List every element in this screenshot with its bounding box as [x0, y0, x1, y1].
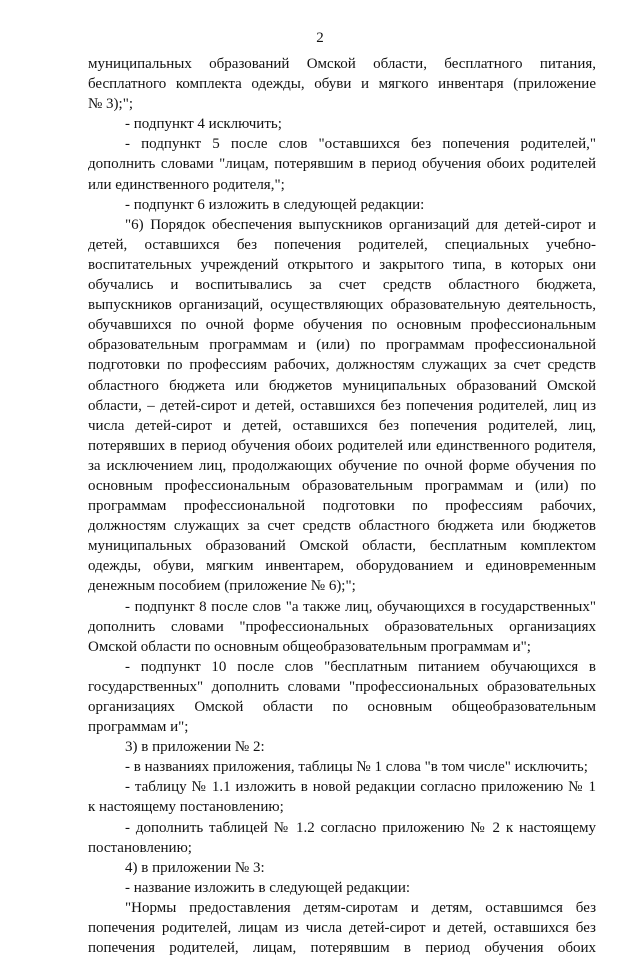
text-line: муниципальных образований Омской области, бесплатного питания, [88, 56, 596, 72]
text-line: области, – детей-сирот и детей, оставшихся без попечения родителей, лиц из [88, 397, 596, 414]
text-line: подготовки по профессиям рабочих, должностям служащих за счет средств [88, 357, 596, 374]
text-line: к настоящему постановлению; [88, 799, 284, 816]
text-line: 3) в приложении № 2: [125, 739, 265, 756]
text-line: или единственного родителя,"; [88, 176, 285, 193]
page-number: 2 [316, 30, 324, 46]
text-line: дополнить словами "профессиональных образовательных организациях [88, 618, 596, 635]
text-line: - название изложить в следующей редакции: [125, 879, 411, 896]
text-line: выпускников организаций, осуществляющих образовательную деятельность, [88, 297, 596, 314]
text-line: 4) в приложении № 3: [125, 859, 265, 876]
text-line: "6) Порядок обеспечения выпускников организаций для детей-сирот и [125, 216, 596, 233]
text-line: основным профессиональным образовательным программам и (или) по [88, 477, 596, 494]
text-line: воспитательных учреждений открытого и закрытого типа, в которых они [88, 256, 596, 273]
text-line: бесплатного комплекта одежды, обуви и мягкого инвентаря (приложение [88, 76, 596, 93]
text-line: детей, оставшихся без попечения родителей, специальных учебно- [88, 236, 596, 253]
text-line: обучались и воспитывались за счет средств областного бюджета, [88, 277, 596, 294]
text-line: числа детей-сирот и детей, оставшихся без попечения родителей, лиц, [88, 417, 596, 434]
text-line: - таблицу № 1.1 изложить в новой редакции согласно приложению № 1 [125, 779, 596, 796]
text-line: - дополнить таблицей № 1.2 согласно приложению № 2 к настоящему [125, 819, 596, 836]
text-line: организациях Омской области по основным общеобразовательным [88, 699, 596, 715]
document-body [88, 54, 596, 958]
text-line: областного бюджета или бюджетов муниципальных образований Омской [88, 377, 596, 394]
text-line: - в названиях приложения, таблицы № 1 слова "в том числе" исключить; [125, 759, 588, 776]
text-line: образовательным программам и (или) по программам профессиональной [88, 337, 596, 354]
text-line: дополнить словами "лицам, потерявшим в период обучения обоих родителей [88, 156, 596, 173]
text-line: - подпункт 4 исключить; [125, 116, 282, 133]
text-line: государственных" дополнить словами "профессиональных образовательных [88, 678, 596, 695]
text-line: постановлению; [88, 839, 192, 856]
text-line: обучавшихся по очной форме обучения по основным профессиональным [88, 317, 596, 334]
text-line: программам и"; [88, 719, 189, 736]
text-line: за исключением лиц, продолжающих обучение по очной форме обучения по [88, 457, 596, 474]
text-line: Омской области по основным общеобразовательным программам и"; [88, 638, 531, 655]
text-line: программам профессиональной подготовки по профессиям рабочих, [88, 498, 596, 515]
text-line: № 3);"; [88, 96, 134, 113]
text-line: - подпункт 6 изложить в следующей редакции: [125, 196, 425, 213]
text-line: попечения родителей, лицам из числа детей-сирот и детей, оставшихся без [88, 920, 596, 937]
text-line: денежным пособием (приложение № 6);"; [88, 578, 356, 595]
text-line: потерявших в период обучения обоих родителей или единственного родителя, [88, 437, 596, 454]
text-line: - подпункт 8 после слов "а также лиц, обучающихся в государственных" [125, 598, 596, 615]
text-line: должностям служащих за счет средств областного бюджета или бюджетов [88, 518, 596, 535]
text-line: попечения родителей, лицам, потерявшим в период обучения обоих [88, 940, 596, 957]
text-line: муниципальных образований Омской области, бесплатным комплектом [88, 538, 596, 555]
text-line: - подпункт 10 после слов "бесплатным питанием обучающихся в [125, 658, 596, 675]
text-line: одежды, обуви, мягким инвентарем, оборудованием и единовременным [88, 558, 596, 575]
text-line: - подпункт 5 после слов "оставшихся без попечения родителей," [125, 136, 596, 153]
text-line: "Нормы предоставления детям-сиротам и детям, оставшимся без [125, 899, 596, 916]
